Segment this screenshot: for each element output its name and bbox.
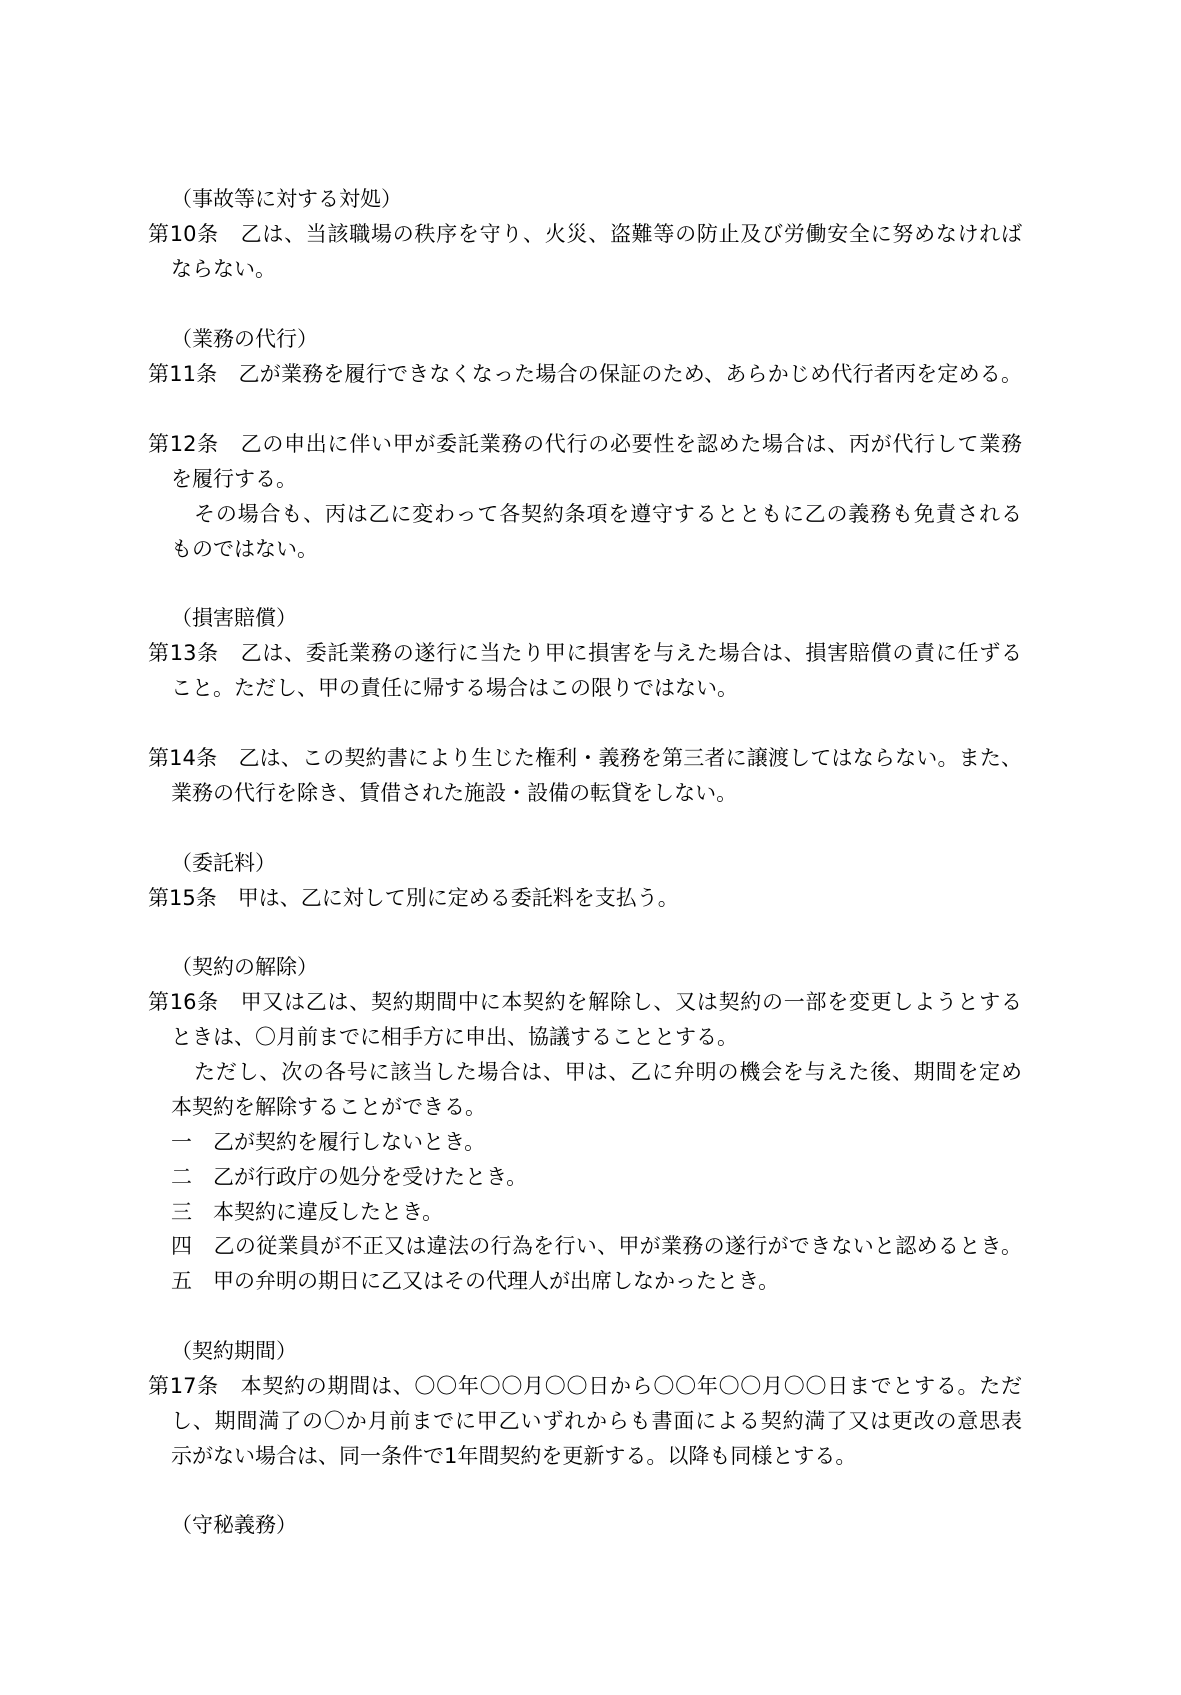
section-heading: （契約の解除） [171, 955, 318, 979]
article-text: 本契約を解除することができる。 [171, 1095, 486, 1119]
article-text: を履行する。 [171, 467, 297, 491]
article-16: 第16条 甲又は乙は、契約期間中に本契約を解除し、又は契約の一部を変更しようとする [148, 990, 1022, 1014]
section-heading: （業務の代行） [171, 327, 318, 351]
article-15: 第15条 甲は、乙に対して別に定める委託料を支払う。 [148, 886, 679, 910]
section-heading: （契約期間） [171, 1339, 297, 1363]
article-14: 第14条 乙は、この契約書により生じた権利・義務を第三者に譲渡してはならない。また、 [148, 746, 1022, 770]
article-13: 第13条 乙は、委託業務の遂行に当たり甲に損害を与えた場合は、損害賠償の責に任ずる [148, 641, 1022, 665]
article-text: ただし、次の各号に該当した場合は、甲は、乙に弁明の機会を与えた後、期間を定め [194, 1060, 1022, 1084]
article-text: ならない。 [171, 257, 276, 281]
list-item: 四 乙の従業員が不正又は違法の行為を行い、甲が業務の遂行ができないと認めるとき。 [171, 1234, 1022, 1258]
section-heading: （損害賠償） [171, 606, 297, 630]
article-11: 第11条 乙が業務を履行できなくなった場合の保証のため、あらかじめ代行者丙を定める。 [148, 362, 1022, 386]
article-text: その場合も、丙は乙に変わって各契約条項を遵守するとともに乙の義務も免責される [194, 502, 1022, 526]
section-heading: （守秘義務） [171, 1513, 297, 1537]
article-text: ときは、〇月前までに相手方に申出、協議することとする。 [171, 1025, 738, 1049]
list-item: 五 甲の弁明の期日に乙又はその代理人が出席しなかったとき。 [171, 1269, 780, 1293]
article-text: し、期間満了の〇か月前までに甲乙いずれからも書面による契約満了又は更改の意思表 [171, 1409, 1022, 1433]
article-10: 第10条 乙は、当該職場の秩序を守り、火災、盗難等の防止及び労働安全に努めなければ [148, 222, 1022, 246]
list-item: 三 本契約に違反したとき。 [171, 1200, 444, 1224]
list-item: 一 乙が契約を履行しないとき。 [171, 1130, 486, 1154]
article-text: こと。ただし、甲の責任に帰する場合はこの限りではない。 [171, 676, 738, 700]
article-text: 業務の代行を除き、賃借された施設・設備の転貸をしない。 [171, 781, 738, 805]
section-heading: （事故等に対する対処） [171, 187, 402, 211]
article-12: 第12条 乙の申出に伴い甲が委託業務の代行の必要性を認めた場合は、丙が代行して業務 [148, 432, 1022, 456]
list-item: 二 乙が行政庁の処分を受けたとき。 [171, 1165, 528, 1189]
article-text: 示がない場合は、同一条件で1年間契約を更新する。以降も同様とする。 [171, 1444, 857, 1468]
section-heading: （委託料） [171, 851, 276, 875]
article-text: ものではない。 [171, 537, 318, 561]
article-17: 第17条 本契約の期間は、〇〇年〇〇月〇〇日から〇〇年〇〇月〇〇日までとする。ただ [148, 1374, 1022, 1398]
